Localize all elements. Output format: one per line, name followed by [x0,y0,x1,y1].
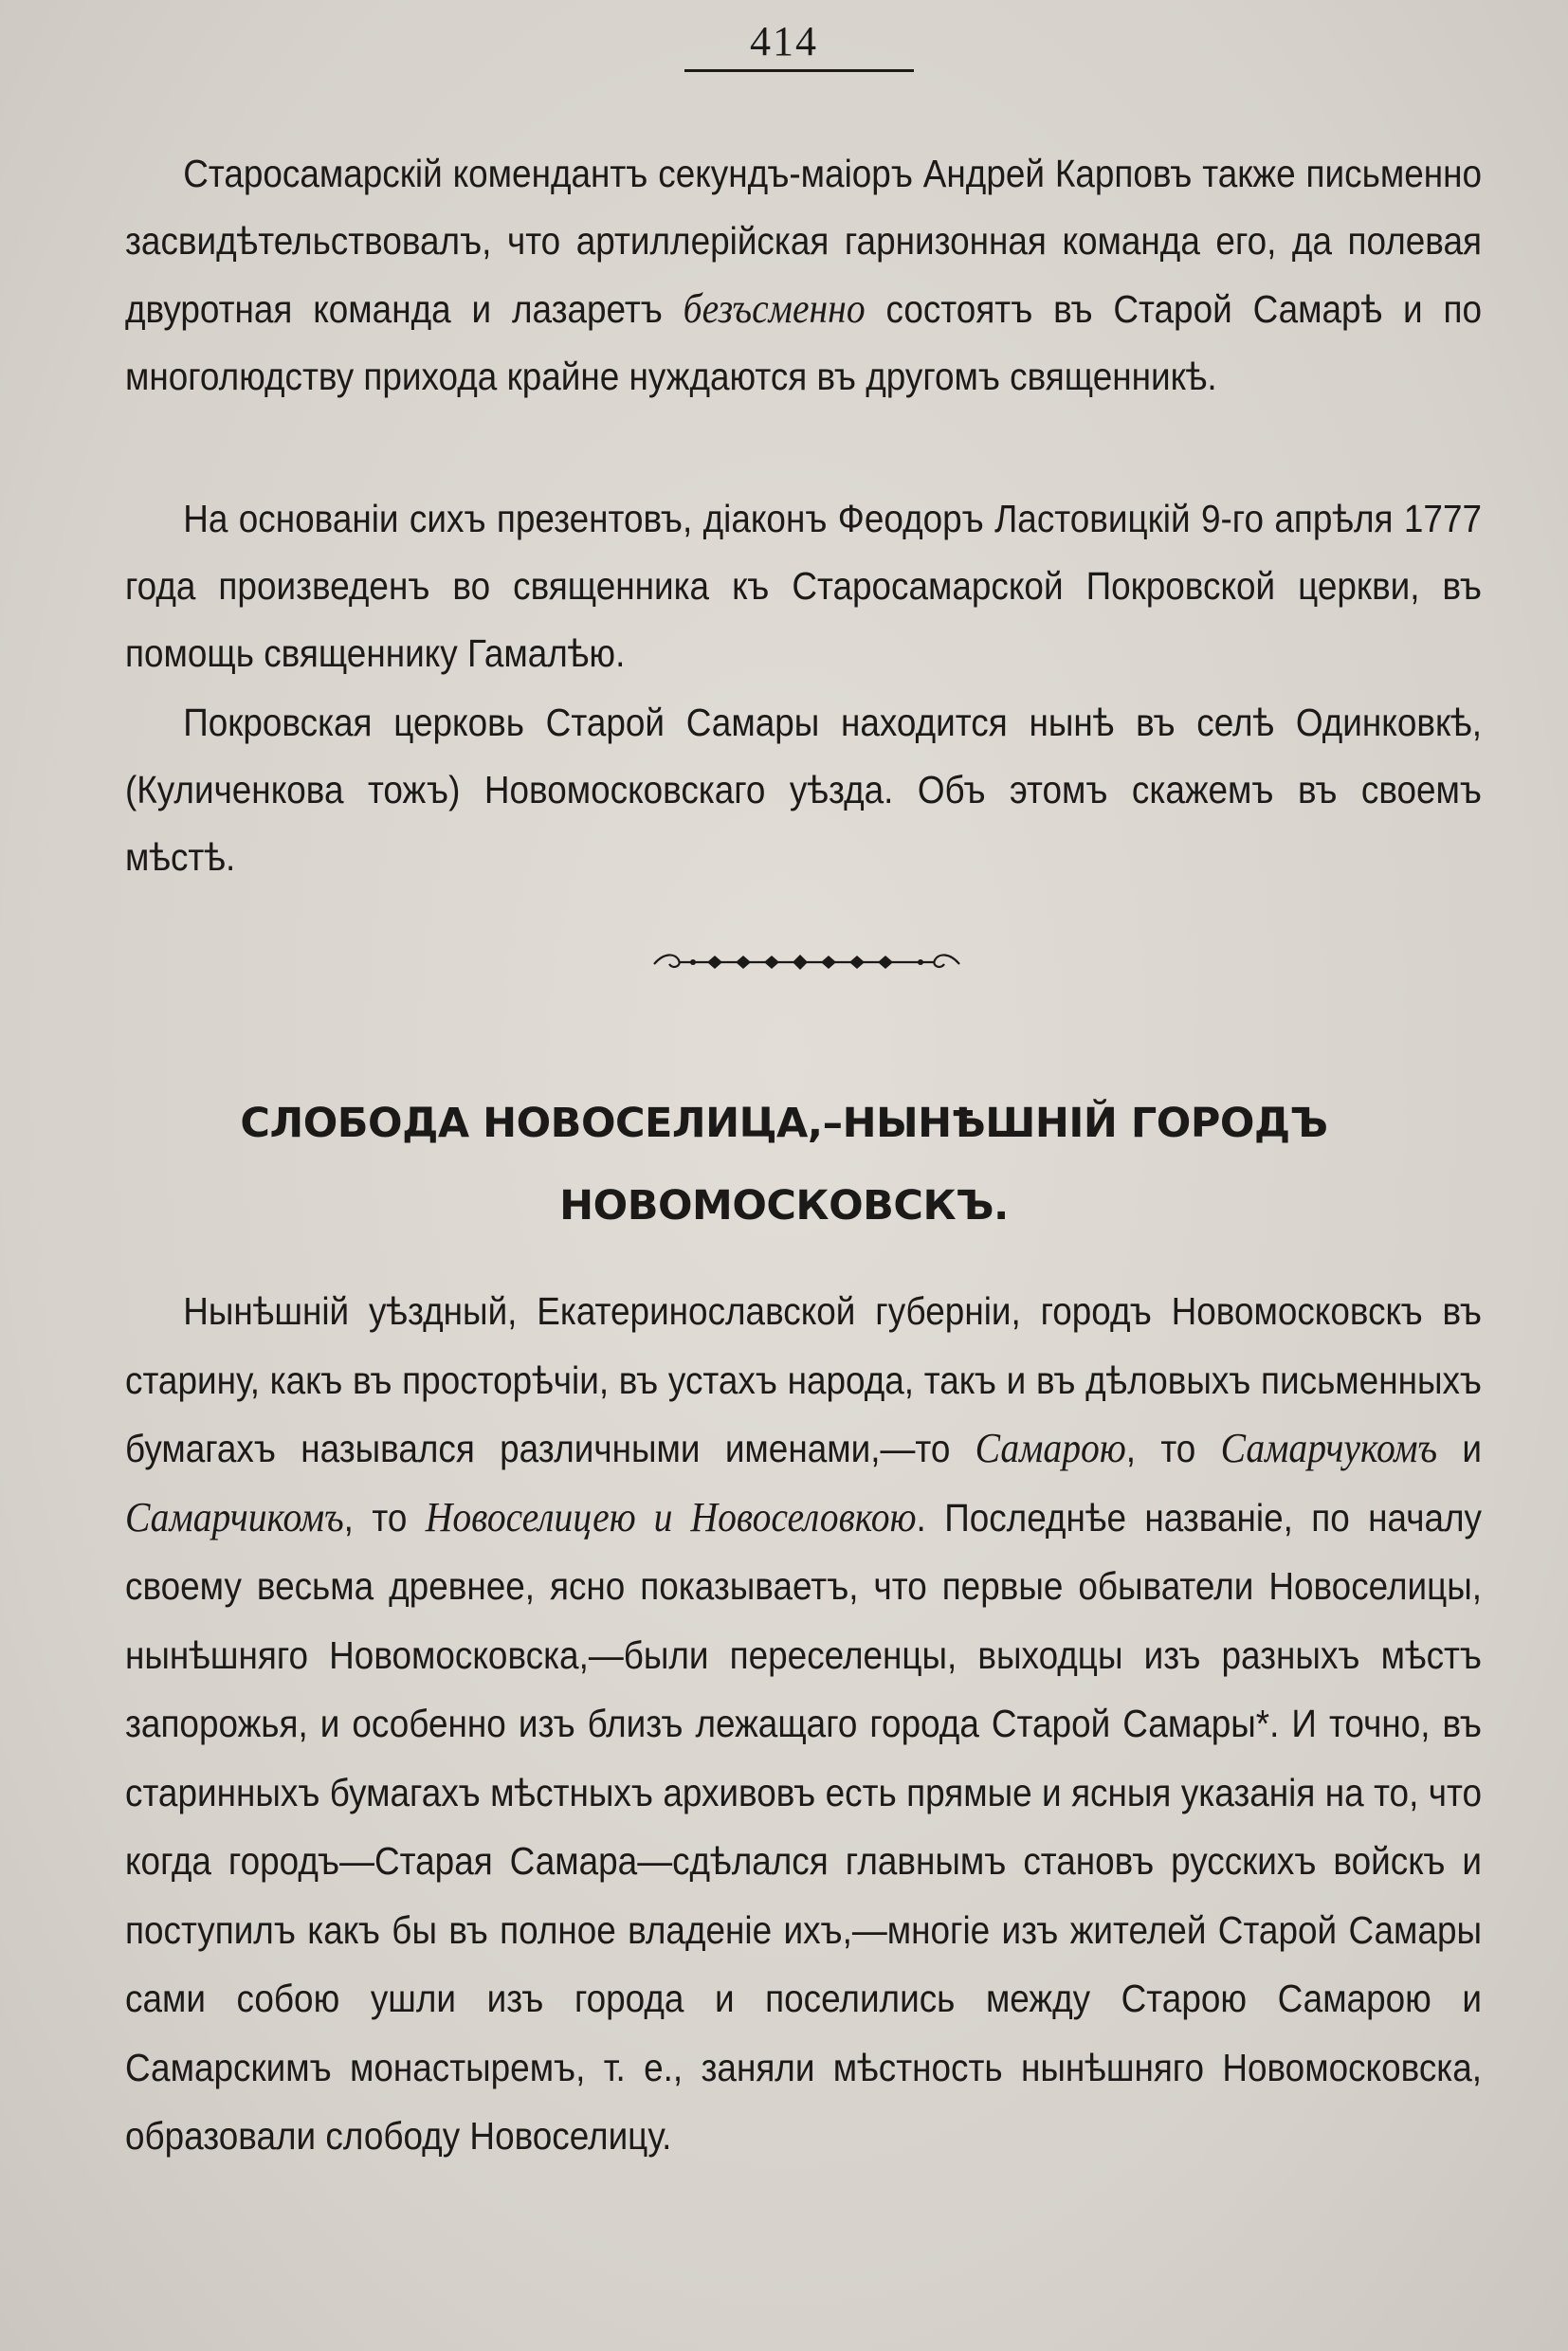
paragraph-deacon: На основаніи сихъ презентовъ, діаконъ Феодоръ Ластовицкій 9-го апрѣля 1777 года произведенъ во священника къ Старосамарской Покровской церкви, въ помощь священнику Гамалѣю. [125,497,1483,675]
paragraph-text: Старосамарскій комендантъ секундъ-маіоръ Андрей Карповъ также письменно засвидѣтельствовалъ, что артиллерійская гарнизонная команда его, да полевая двуротная команда и лазаретъ [125,152,1483,331]
italic-name: Самарою [975,1425,1126,1471]
ornament-divider [650,945,963,979]
paragraph-text: состоятъ въ Старой Самарѣ и по многолюдству прихода крайне нуждаются въ другомъ священникѣ. [125,287,1482,398]
italic-name: Самарчукомъ [1220,1425,1438,1471]
page-number: 414 [750,18,818,64]
paragraph-text: , то [1125,1427,1221,1470]
paragraph-novomoskovsk [125,1277,1482,2171]
italic-name: Самарчикомъ [125,1493,344,1540]
section-title-line-1: СЛОБОДА НОВОСЕЛИЦА,–НЫНѢШНІЙ ГОРОДЪ [240,1100,1328,1147]
page-number-rule [684,69,914,72]
paragraph-commandant [125,140,1482,410]
paragraph-text: , то [343,1495,426,1540]
paragraph-text: . Последнѣе названіе, по началу своему весьма древнее, ясно показываетъ, что первые обыватели Новоселицы, нынѣшняго Новомосковска,—были переселенцы, выходцы изъ разныхъ мѣстъ запорожья, и особенно изъ близъ лежащаго города Старой Самары*. И точно, въ старинныхъ бумагахъ мѣстныхъ архивовъ есть прямые и ясныя указанія на то, что когда городъ—Старая Самара—сдѣлался главнымъ становъ русскихъ войскъ и поступилъ какъ бы въ полное владеніе ихъ,—многіе изъ жителей Старой Самары сами собою ушли изъ города и поселились между Старою Самарою и Самарскимъ монастыремъ, т. е., заняли мѣстность нынѣшняго Новомосковска, образовали слободу Новоселицу. [125,1495,1482,2158]
italic-word: безъсменно [683,285,866,332]
italic-name: Новоселицею и Новоселовкою [425,1493,917,1540]
paragraph-church: Покровская церковь Старой Самары находится нынѣ въ селѣ Одинковкѣ, (Куличенкова тожъ) Новомосковскаго уѣзда. Объ этомъ скажемъ въ своемъ мѣстѣ. [125,701,1483,879]
section-title-line-2: НОВОМОСКОВСКЪ. [559,1182,1009,1230]
paragraph-text: Нынѣшній уѣздный, Екатеринославской губерніи, городъ Новомосковскъ въ старину, какъ въ просторѣчіи, въ устахъ народа, такъ и въ дѣловыхъ письменныхъ бумагахъ назывался различными именами,—то [125,1289,1483,1470]
paragraph-text: и [1437,1427,1483,1470]
